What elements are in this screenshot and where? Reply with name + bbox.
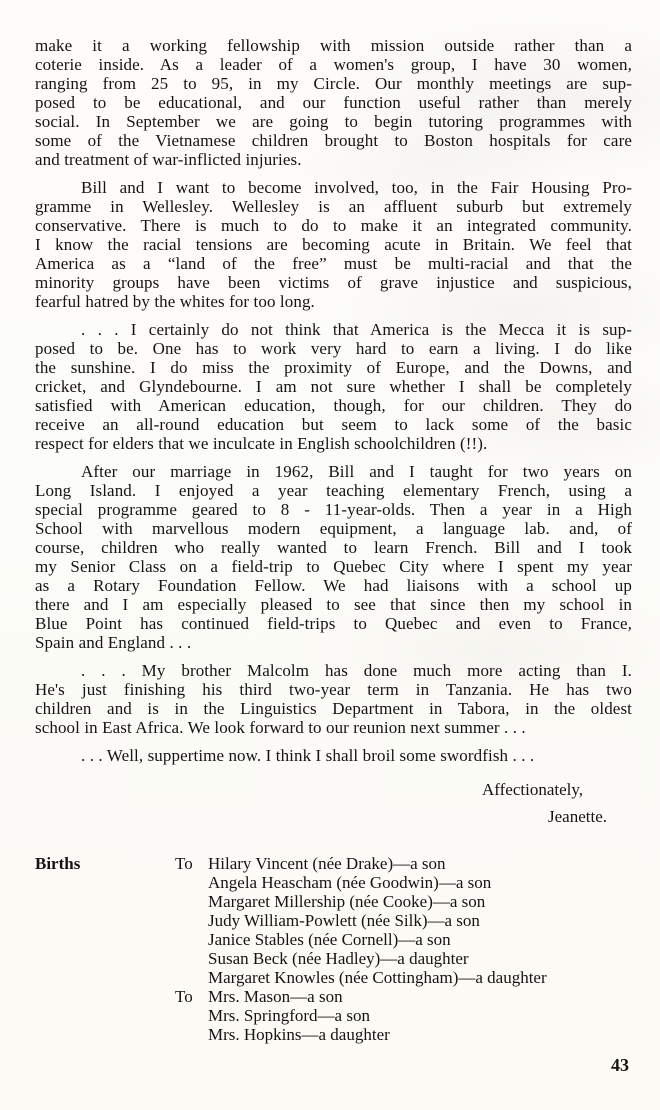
text-line: special programme geared to 8 - 11-year-olds. Then a year in a High (35, 500, 632, 519)
text-line: Susan Beck (née Hadley)—a daughter (208, 949, 469, 968)
text-line: as a Rotary Foundation Fellow. We had liaisons with a school up (35, 576, 632, 595)
text-line: Judy William-Powlett (née Silk)—a son (208, 911, 480, 930)
text-line: social. In September we are going to begin tutoring programmes with (35, 112, 632, 131)
text-line: I know the racial tensions are becoming acute in Britain. We feel that (35, 235, 632, 254)
text-line: fearful hatred by the whites for too long. (35, 292, 315, 311)
text-line: course, children who really wanted to learn French. Bill and I took (35, 538, 632, 557)
text-line: make it a working fellowship with mission outside rather than a (35, 36, 632, 55)
letter-closing: Affectionately, (481, 780, 583, 799)
birth-entries-2 (208, 987, 632, 1044)
text-line: Spain and England . . . (35, 633, 192, 652)
text-line: He's just finishing his third two-year term in Tanzania. He has two (35, 680, 632, 699)
text-line: Blue Point has continued field-trips to Quebec and even to France, (35, 614, 632, 633)
text-line: Mrs. Springford—a son (208, 1006, 370, 1025)
page-number: 43 (611, 1055, 629, 1075)
text-line: After our marriage in 1962, Bill and I taught for two years on (81, 462, 632, 481)
text-line: America as a “land of the free” must be multi-racial and that the (35, 254, 632, 273)
birth-group-2 (175, 987, 632, 1044)
text-line: my Senior Class on a field-trip to Quebec City where I spent my year (35, 557, 632, 576)
text-line: respect for elders that we inculcate in English schoolchildren (!!). (35, 434, 488, 453)
text-line: Bill and I want to become involved, too, in the Fair Housing Pro- (81, 178, 632, 197)
text-line: children and is in the Linguistics Department in Tabora, in the oldest (35, 699, 632, 718)
text-line: gramme in Wellesley. Wellesley is an affluent suburb but extremely (35, 197, 632, 216)
text-line: school in East Africa. We look forward to our reunion next summer . . . (35, 718, 526, 737)
text-line: Mrs. Mason—a son (208, 987, 343, 1006)
births-section (35, 854, 632, 1044)
paragraph-1 (35, 36, 632, 169)
births-heading: Births (35, 854, 81, 873)
birth-group-1 (175, 854, 632, 987)
text-line: Margaret Millership (née Cooke)—a son (208, 892, 486, 911)
paragraph-4 (35, 462, 632, 652)
text-line: receive an all-round education but seem to lack some of the basic (35, 415, 632, 434)
text-line: . . . I certainly do not think that America is the Mecca it is sup- (81, 320, 632, 339)
paragraph-3 (35, 320, 632, 453)
text-line: posed to be educational, and our function useful rather than merely (35, 93, 632, 112)
letter-body (35, 36, 632, 1044)
births-to-label-2: To (175, 987, 193, 1006)
text-line: minority groups have been victims of grave injustice and suspicious, (35, 273, 632, 292)
text-line: Long Island. I enjoyed a year teaching elementary French, using a (35, 481, 632, 500)
text-line: Mrs. Hopkins—a daughter (208, 1025, 390, 1044)
text-line: cricket, and Glyndebourne. I am not sure whether I shall be completely (35, 377, 632, 396)
text-line: . . . Well, suppertime now. I think I shall broil some swordfish . . . (81, 746, 535, 765)
letter-signature: Jeanette. (548, 807, 607, 826)
text-line: Hilary Vincent (née Drake)—a son (208, 854, 446, 873)
text-line: there and I am especially pleased to see that since then my school in (35, 595, 632, 614)
paragraph-6 (35, 746, 632, 765)
birth-entries-1 (208, 854, 632, 987)
text-line: School with marvellous modern equipment, a language lab. and, of (35, 519, 632, 538)
paragraph-5 (35, 661, 632, 737)
text-line: satisfied with American education, though, for our children. They do (35, 396, 632, 415)
text-line: some of the Vietnamese children brought to Boston hospitals for care (35, 131, 632, 150)
text-line: Margaret Knowles (née Cottingham)—a daughter (208, 968, 547, 987)
paragraph-2 (35, 178, 632, 311)
text-line: posed to be. One has to work very hard to earn a living. I do like (35, 339, 632, 358)
text-line: coterie inside. As a leader of a women's group, I have 30 women, (35, 55, 632, 74)
text-line: and treatment of war-inflicted injuries. (35, 150, 302, 169)
births-list (175, 854, 632, 1044)
text-line: Angela Heascham (née Goodwin)—a son (208, 873, 492, 892)
text-line: ranging from 25 to 95, in my Circle. Our monthly meetings are sup- (35, 74, 632, 93)
text-line: . . . My brother Malcolm has done much more acting than I. (81, 661, 632, 680)
births-to-label-1: To (175, 854, 193, 873)
text-line: conservative. There is much to do to make it an integrated community. (35, 216, 632, 235)
text-line: the sunshine. I do miss the proximity of Europe, and the Downs, and (35, 358, 632, 377)
text-line: Janice Stables (née Cornell)—a son (208, 930, 451, 949)
